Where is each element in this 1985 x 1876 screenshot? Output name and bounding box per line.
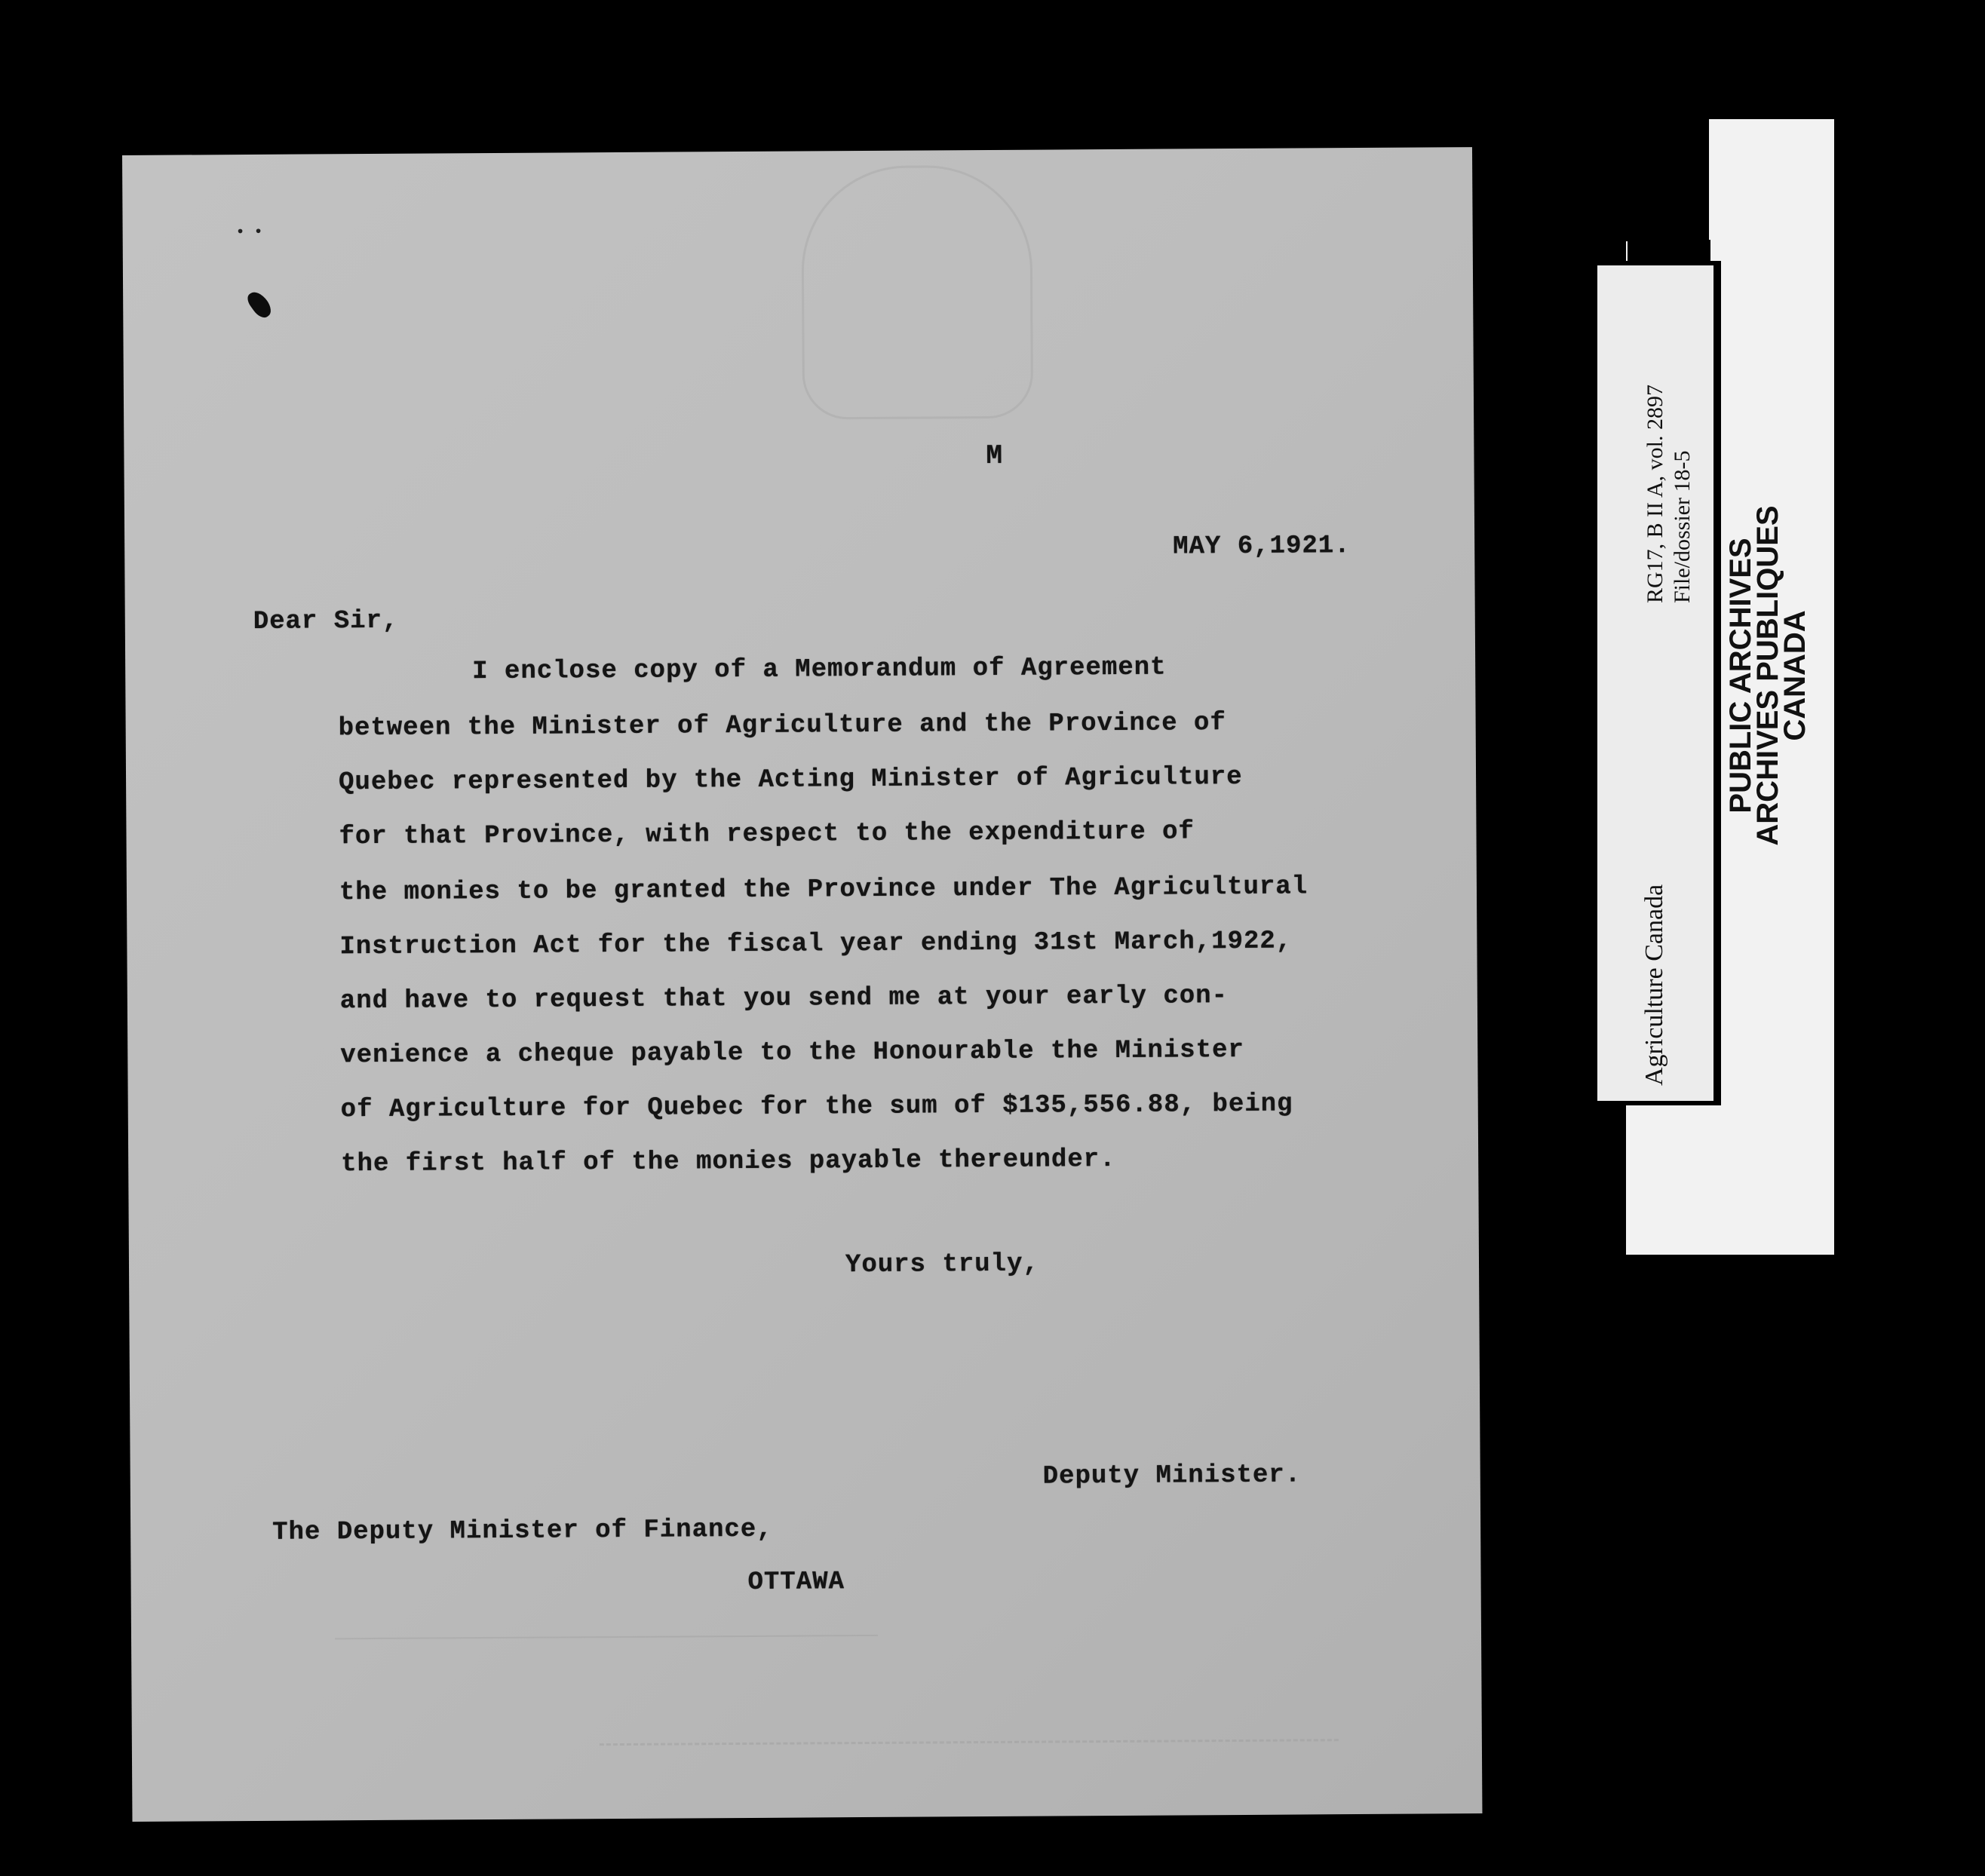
body-line: of Agriculture for Quebec for the sum of $135,556.88, being [340, 1090, 1293, 1125]
body-line: and have to request that you send me at your early con- [339, 982, 1229, 1016]
label-reference-1: RG17, B II A, vol. 2897 [1643, 384, 1667, 603]
body-line: the first half of the monies payable thereunder. [341, 1145, 1116, 1179]
recipient-city: OTTAWA [747, 1568, 845, 1597]
label-tab-bottom [1629, 1128, 1709, 1228]
letter-date: MAY 6,1921. [1173, 532, 1351, 562]
ink-smudge [244, 288, 275, 321]
label-notch [1626, 119, 1709, 241]
archive-line: PUBLIC ARCHIVES [1724, 538, 1757, 814]
body-line: Instruction Act for the fiscal year ending 31st March,1922, [339, 927, 1293, 962]
body-line: venience a cheque payable to the Honourable the Minister [340, 1035, 1244, 1071]
body-line: the monies to be granted the Province under The Agricultural [339, 872, 1309, 908]
archive-stamp-text [1724, 464, 1812, 887]
letter-mark: M [986, 440, 1004, 472]
letter-sheet [122, 147, 1482, 1822]
faint-stamp [599, 1671, 1339, 1746]
body-line: I enclose copy of a Memorandum of Agreement [472, 653, 1167, 687]
letter-closing: Yours truly, [845, 1249, 1039, 1280]
faint-mark [335, 1635, 878, 1639]
archive-line: ARCHIVES PUBLIQUES [1751, 505, 1784, 846]
body-line: for that Province, with respect to the expenditure of [339, 817, 1195, 852]
recipient-name: The Deputy Minister of Finance, [272, 1515, 773, 1547]
label-department: Agriculture Canada [1640, 884, 1668, 1086]
signature-title: Deputy Minister. [1042, 1461, 1302, 1491]
letter-salutation: Dear Sir, [253, 606, 399, 636]
body-line: between the Minister of Agriculture and the Province of [338, 709, 1226, 743]
body-line: Quebec represented by the Acting Minister of Agriculture [338, 762, 1243, 798]
archive-line: CANADA [1778, 610, 1812, 741]
ink-dots: • • [235, 223, 263, 242]
label-reference-2: File/dossier 18-5 [1670, 450, 1695, 603]
watermark-seal [801, 165, 1033, 420]
